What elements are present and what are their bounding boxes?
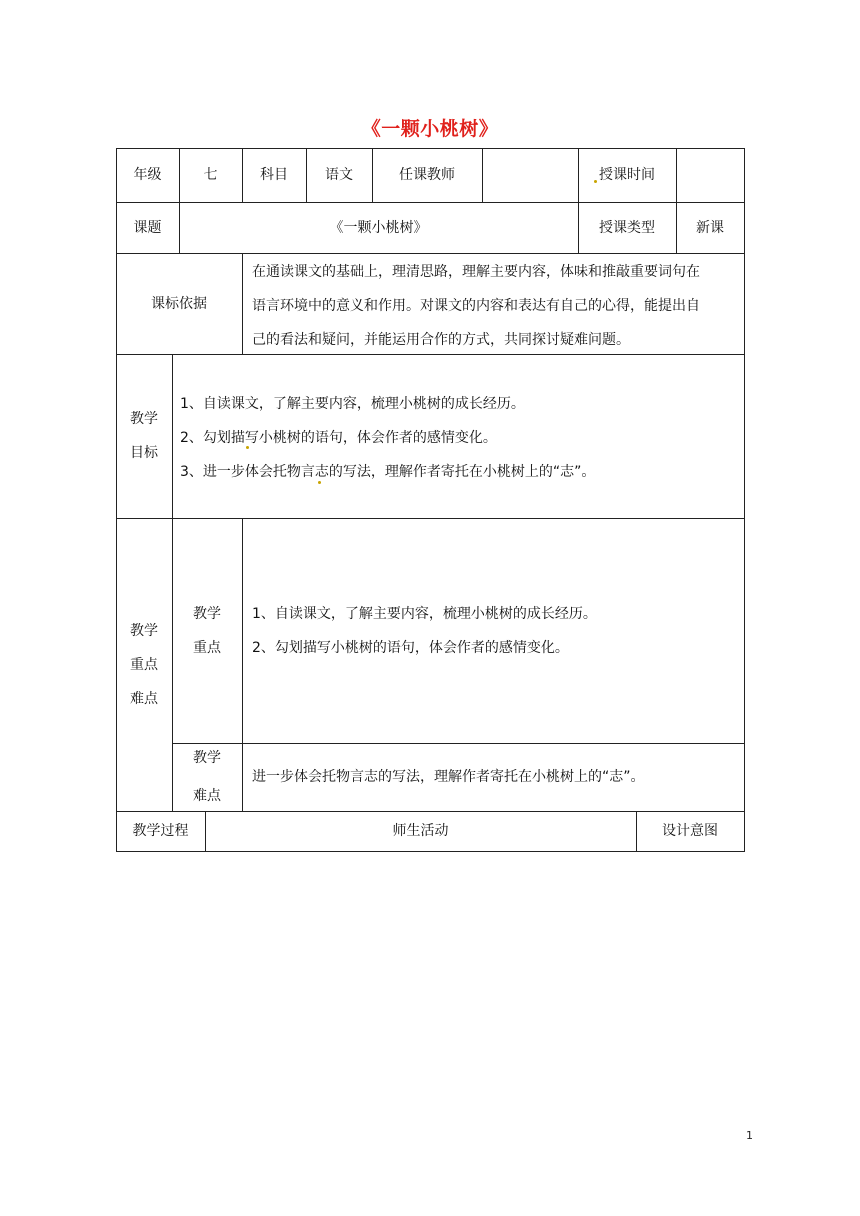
- type-label: 授课类型: [599, 219, 655, 236]
- focus-label-line: 难点: [130, 690, 158, 707]
- basis-label: 课标依据: [151, 295, 207, 312]
- focus-label-line: 重点: [130, 656, 158, 673]
- topic-label: 课题: [133, 219, 162, 236]
- difficulty-label: [172, 743, 242, 811]
- key-point-item: 1、自读课文，了解主要内容，梳理小桃树的成长经历。: [252, 606, 597, 622]
- grade-label: 年级: [133, 167, 162, 183]
- goal-item: 1、自读课文，了解主要内容，梳理小桃树的成长经历。: [180, 396, 525, 412]
- difficulty-text: 进一步体会托物言志的写法，理解作者寄托在小桃树上的“志”。: [252, 769, 645, 785]
- goals-label-line: 教学: [130, 411, 158, 427]
- page-number: 1: [746, 1129, 753, 1142]
- time-label: 授课时间: [599, 167, 655, 183]
- marker-dot: [246, 446, 249, 449]
- basis-line: 在通读课文的基础上，理清思路，理解主要内容，体味和推敲重要词句在: [252, 264, 700, 280]
- basis-line: 己的看法和疑问，并能运用合作的方式，共同探讨疑难问题。: [252, 332, 630, 348]
- key-label-line: 教学: [193, 605, 221, 622]
- intent-label: 设计意图: [662, 823, 718, 839]
- marker-dot: [594, 180, 597, 183]
- subject-value: 语文: [325, 167, 353, 183]
- key-point-item: 2、勾划描写小桃树的语句，体会作者的感情变化。: [252, 640, 569, 656]
- key-label-line: 重点: [193, 639, 221, 656]
- key-points-list: [252, 597, 740, 665]
- key-points-label: [172, 518, 242, 743]
- subject-label: 科目: [260, 167, 288, 183]
- lesson-plan-table: [116, 148, 745, 852]
- type-value: 新课: [696, 219, 724, 236]
- goals-label: [116, 354, 172, 518]
- diff-label-line: 教学: [193, 750, 221, 766]
- basis-line: 语言环境中的意义和作用。对课文的内容和表达有自己的心得，能提出自: [252, 298, 700, 314]
- marker-dot: [318, 481, 321, 484]
- goal-item: 2、勾划描写小桃树的语句，体会作者的感情变化。: [180, 430, 497, 446]
- diff-label-line: 难点: [193, 788, 221, 804]
- topic-value: 《一颗小桃树》: [329, 219, 428, 236]
- goals-label-line: 目标: [130, 445, 158, 461]
- focus-label-line: 教学: [130, 622, 158, 639]
- teacher-value: [482, 148, 578, 202]
- teacher-label: 任课教师: [399, 167, 455, 183]
- goals-list: [180, 387, 740, 489]
- grade-value: 七: [203, 167, 218, 183]
- activity-label: 师生活动: [392, 823, 449, 839]
- page-title: 《一颗小桃树》: [361, 118, 499, 140]
- goal-item: 3、进一步体会托物言志的写法，理解作者寄托在小桃树上的“志”。: [180, 464, 596, 480]
- time-value: [676, 148, 744, 202]
- process-label: 教学过程: [132, 823, 189, 839]
- focus-label: [116, 518, 172, 811]
- basis-text: [252, 253, 742, 357]
